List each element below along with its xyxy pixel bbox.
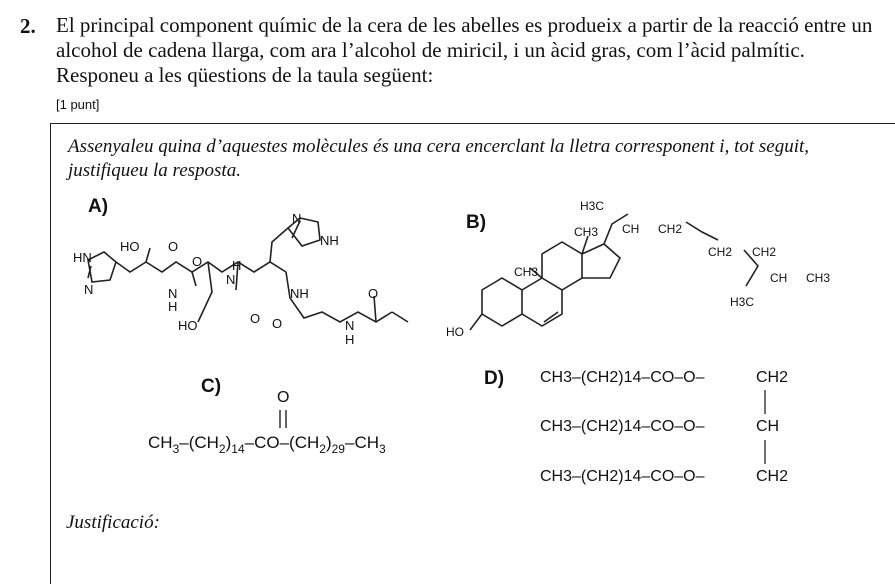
mol-a-atom: O <box>168 239 179 254</box>
question-text: El principal component químic de la cera de les abelles es produeix a partir de la reacció entre un alcohol de cadena llarga, com ara l’alcohol de miricil, i un àcid gras, com l’àcid palmític. Responeu a les qüestions de la taula següent: <box>56 13 873 87</box>
option-b-label[interactable]: B) <box>466 212 487 233</box>
mol-a-atom: H <box>345 332 355 347</box>
justification-answer-area[interactable] <box>200 512 860 568</box>
mol-a-atom: N <box>226 272 236 287</box>
box-instruction: Assenyaleu quina d’aquestes molècules és una cera encerclant la lletra corresponent i, tot seguit, justifiqueu la resposta. <box>68 136 810 181</box>
mol-b-group: CH <box>622 222 640 236</box>
mol-a-atom: O <box>250 311 261 326</box>
option-a-label[interactable]: A) <box>88 196 109 217</box>
molecule-b-structure <box>440 190 850 350</box>
mol-b-group: CH2 <box>752 245 777 259</box>
mol-a-atom: N <box>168 286 178 301</box>
mol-b-group: H3C <box>580 199 605 213</box>
mol-a-atom: O <box>192 254 203 269</box>
mol-a-atom: N <box>84 282 94 297</box>
mol-a-atom: O <box>272 316 283 331</box>
mol-a-atom: N <box>345 318 355 333</box>
mol-c-formula: $CH_3-(CH_2)_{14}-CO-(CH_2)_{29}-CH_3$ <box>148 433 386 456</box>
mol-a-atom: HO <box>120 239 140 254</box>
mol-a-atom: HN <box>73 250 92 265</box>
molecule-a-structure <box>60 205 420 355</box>
justification-label: Justificació: <box>66 512 160 533</box>
mol-a-atom: H <box>232 258 242 273</box>
option-d-label[interactable]: D) <box>484 368 505 389</box>
mol-c-carbonyl-o: O <box>277 389 290 406</box>
mol-d-chain-3: CH3–(CH2)14–CO–O– <box>540 468 705 485</box>
mol-d-chain-1: CH3–(CH2)14–CO–O– <box>540 369 705 386</box>
mol-a-atom: NH <box>290 286 309 301</box>
mol-d-backbone-3: CH2 <box>756 468 789 485</box>
option-c-label[interactable]: C) <box>201 376 222 397</box>
mol-a-atom: O <box>368 286 379 301</box>
mol-b-group: CH3 <box>806 271 831 285</box>
molecule-d-structure <box>530 360 860 500</box>
mol-a-atom: H <box>168 299 178 314</box>
mol-b-group: CH3 <box>574 225 599 239</box>
mol-b-group: CH2 <box>708 245 733 259</box>
mol-a-atom: N <box>292 211 302 226</box>
question-number: 2. <box>20 14 36 38</box>
mol-d-backbone-1: CH2 <box>756 369 789 386</box>
mol-b-group: CH <box>770 271 788 285</box>
points-label: [1 punt] <box>56 97 100 112</box>
mol-a-atom: NH <box>320 233 339 248</box>
mol-b-group: CH2 <box>658 222 683 236</box>
mol-b-group: HO <box>446 325 464 339</box>
mol-a-atom: HO <box>178 318 198 333</box>
mol-d-chain-2: CH3–(CH2)14–CO–O– <box>540 418 705 435</box>
mol-d-backbone-2: CH <box>756 418 780 435</box>
mol-b-group: CH3 <box>514 265 539 279</box>
molecule-c-structure <box>140 380 470 470</box>
mol-b-group: H3C <box>730 295 755 309</box>
